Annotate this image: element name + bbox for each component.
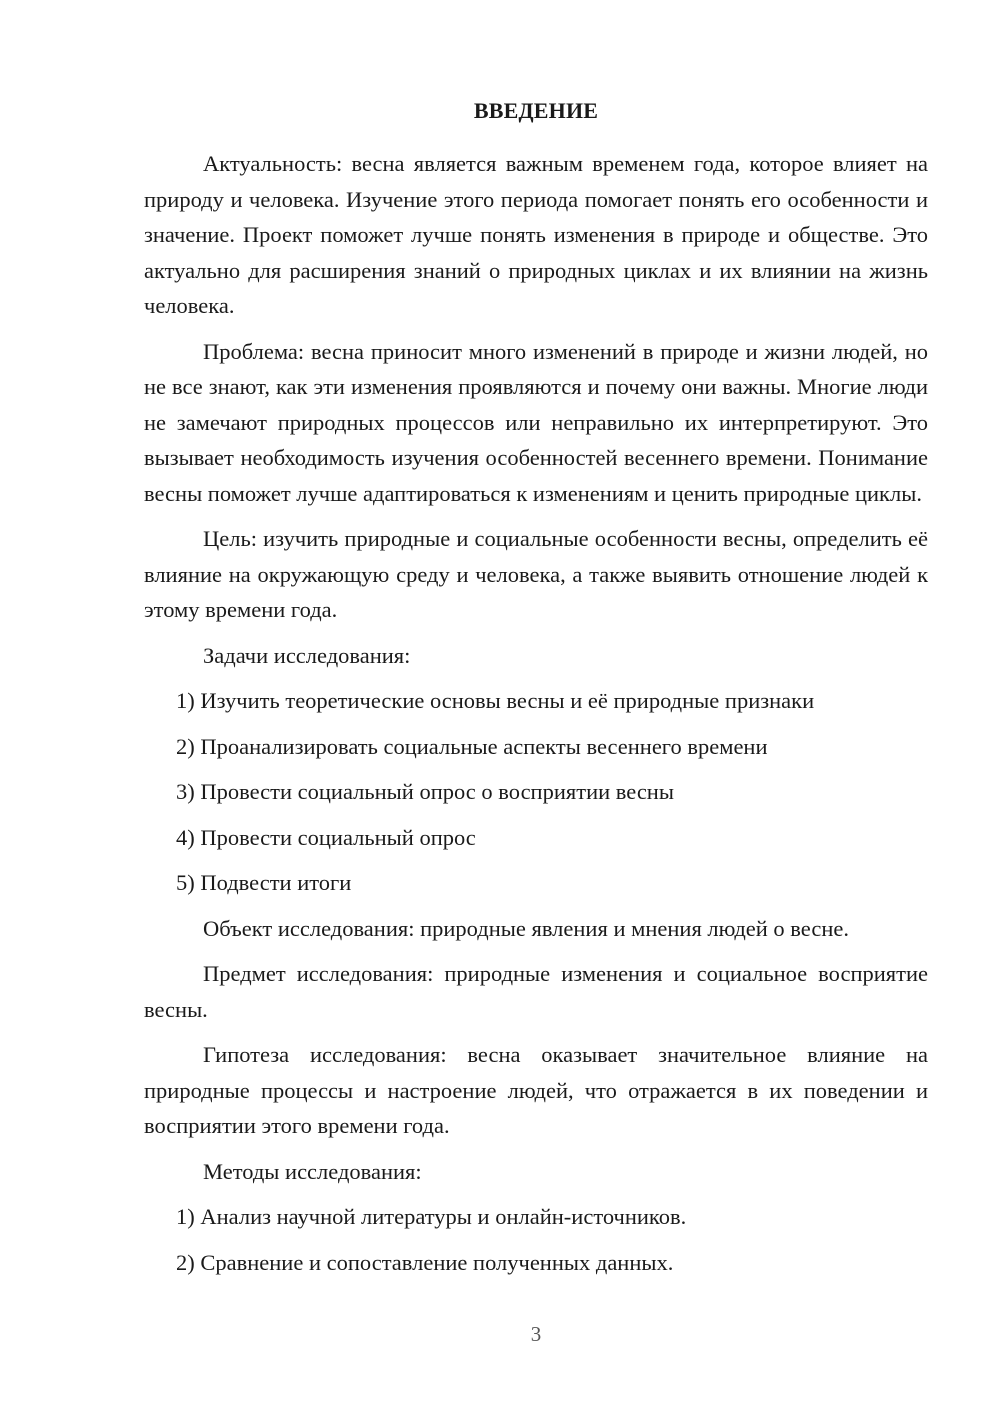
page-title: ВВЕДЕНИЕ: [473, 98, 599, 123]
relevance-paragraph: Актуальность: весна является важным временем года, которое влияет на природу и человека. Изучение этого периода помогает понять его особенности и значение. Проект поможет лучше понять изменения в природе и обществе. Это актуально для расширения знаний о природных циклах и их влиянии на жизнь человека.: [144, 151, 928, 318]
subject-paragraph: Предмет исследования: природные изменения и социальное восприятие весны.: [144, 961, 928, 1022]
task-item-4: 4) Провести социальный опрос: [176, 824, 476, 850]
task-item-1: 1) Изучить теоретические основы весны и её природные признаки: [176, 688, 815, 713]
method-item-1: 1) Анализ научной литературы и онлайн-источников.: [176, 1204, 687, 1229]
goal-paragraph: Цель: изучить природные и социальные особенности весны, определить её влияние на окружающую среду и человека, а также выявить отношение людей к этому времени года.: [144, 526, 928, 622]
task-item-5: 5) Подвести итоги: [176, 870, 352, 895]
problem-paragraph: Проблема: весна приносит много изменений в природе и жизни людей, но не все знают, как эти изменения проявляются и почему они важны. Многие люди не замечают природных процессов или неправильно их интерпретируют. Это вызывает необходимость изучения особенностей весеннего времени. Понимание весны поможет лучше адаптироваться к изменениям и ценить природные циклы.: [144, 338, 928, 506]
object-line: Объект исследования: природные явления и мнения людей о весне.: [203, 915, 849, 941]
methods-heading: Методы исследования:: [203, 1158, 422, 1184]
tasks-heading: Задачи исследования:: [203, 642, 411, 668]
task-item-3: 3) Провести социальный опрос о восприятии весны: [176, 779, 674, 804]
hypothesis-paragraph: Гипотеза исследования: весна оказывает значительное влияние на природные процессы и настроение людей, что отражается в их поведении и восприятии этого времени года.: [144, 1042, 928, 1138]
method-item-2: 2) Сравнение и сопоставление полученных данных.: [176, 1249, 674, 1275]
task-item-2: 2) Проанализировать социальные аспекты весеннего времени: [176, 733, 768, 759]
page-number: 3: [530, 1322, 542, 1346]
document-page: [144, 96, 928, 1290]
